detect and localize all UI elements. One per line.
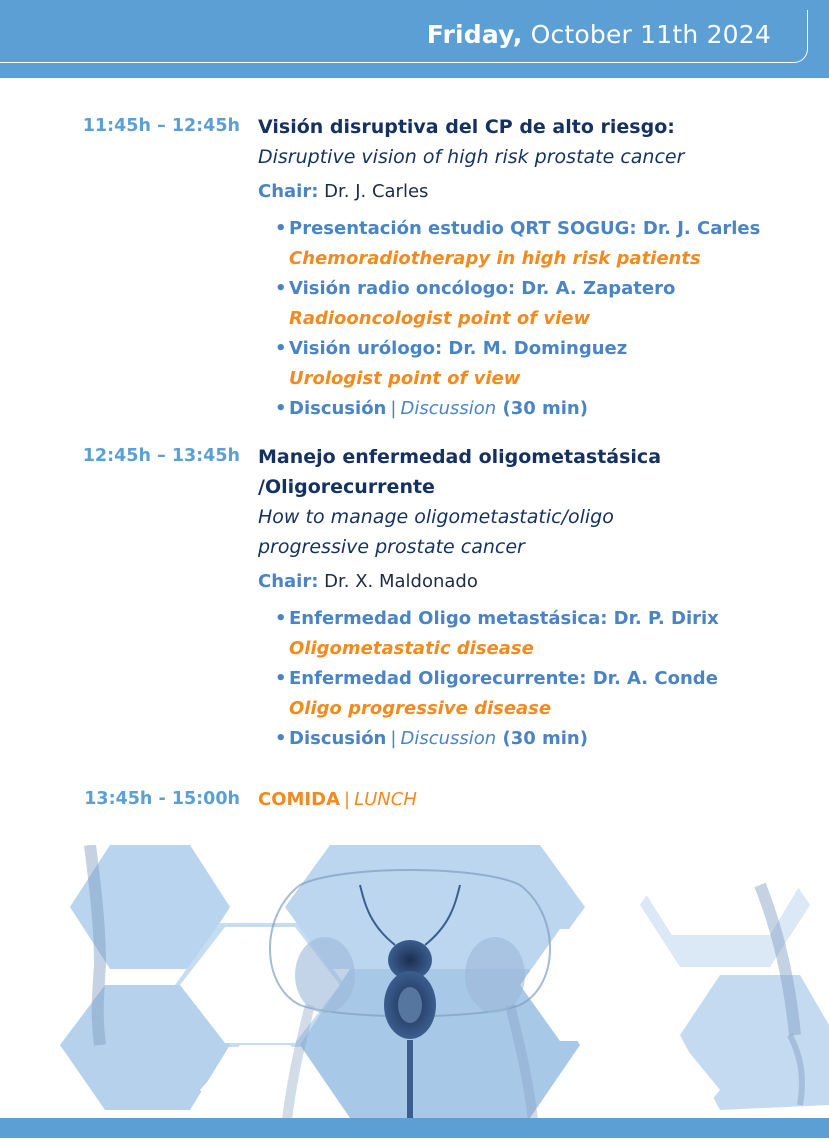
session-title-es-line2: /Oligorecurrente — [258, 476, 435, 498]
discussion-item — [275, 394, 818, 424]
footer-bar — [0, 1118, 829, 1138]
chair-name: Dr. J. Carles — [324, 181, 429, 202]
talk-title-es: Presentación estudio QRT SOGUG: Dr. J. Carles — [289, 218, 761, 239]
session-body — [258, 442, 818, 754]
discussion-es: Discusión — [289, 728, 387, 749]
anatomy-hexagon-illustration — [0, 845, 829, 1138]
talk-item — [275, 214, 818, 274]
talk-title-es: Visión radio oncólogo: Dr. A. Zapatero — [289, 278, 676, 299]
chair-name: Dr. X. Maldonado — [324, 571, 478, 592]
bullet-icon: • — [275, 608, 287, 629]
bullet-icon: • — [275, 218, 287, 239]
left-hip-joint — [295, 937, 355, 1013]
discussion-duration: (30 min) — [502, 398, 588, 419]
session-title-en: Disruptive vision of high risk prostate cancer — [258, 146, 685, 168]
bullet-icon: • — [275, 278, 287, 299]
chair-label: Chair: — [258, 571, 319, 592]
talk-list — [258, 214, 818, 424]
talk-item — [275, 334, 818, 394]
session-time: 11:45h – 12:45h — [82, 116, 240, 136]
talk-title-es: Enfermedad Oligorecurrente: Dr. A. Conde — [289, 668, 718, 689]
session-title-en: How to manage oligometastatic/oligo — [258, 506, 614, 528]
talk-item — [275, 274, 818, 334]
session-title-es: Visión disruptiva del CP de alto riesgo: — [258, 116, 675, 138]
bullet-icon: • — [275, 398, 287, 419]
separator: | — [390, 398, 397, 419]
discussion-line — [289, 724, 818, 754]
lunch-es: COMIDA — [258, 789, 340, 810]
talk-title-en: Chemoradiotherapy in high risk patients — [289, 248, 701, 269]
header-day: Friday, — [426, 20, 523, 49]
prostate-inner — [398, 987, 422, 1023]
session-chair — [258, 178, 818, 206]
talk-title-en: Oligo progressive disease — [289, 698, 552, 719]
discussion-es: Discusión — [289, 398, 387, 419]
discussion-line — [289, 394, 818, 424]
separator: | — [344, 789, 351, 810]
talk-title-en: Oligometastatic disease — [289, 638, 534, 659]
talk-item — [275, 664, 818, 724]
talk-list — [258, 604, 818, 754]
session-body — [258, 785, 818, 815]
bullet-icon: • — [275, 338, 287, 359]
session-time: 12:45h – 13:45h — [82, 446, 240, 466]
lunch-en: LUNCH — [354, 789, 417, 810]
discussion-en: Discussion — [400, 728, 497, 749]
talk-title-es: Enfermedad Oligo metastásica: Dr. P. Dirix — [289, 608, 719, 629]
session-body — [258, 112, 818, 424]
talk-title-en: Urologist point of view — [289, 368, 521, 389]
illustration-svg — [0, 845, 829, 1138]
talk-title-es: Visión urólogo: Dr. M. Dominguez — [289, 338, 628, 359]
discussion-duration: (30 min) — [502, 728, 588, 749]
lunch-line — [258, 785, 818, 815]
session-time: 13:45h - 15:00h — [84, 789, 240, 809]
chair-label: Chair: — [258, 181, 319, 202]
bullet-icon: • — [275, 668, 287, 689]
talk-item — [275, 604, 818, 664]
session-title-es: Manejo enfermedad oligometastásica — [258, 446, 662, 468]
discussion-item — [275, 724, 818, 754]
right-hip-joint — [465, 937, 525, 1013]
talk-title-en: Radiooncologist point of view — [289, 308, 591, 329]
session-title-en-line2: progressive prostate cancer — [258, 536, 525, 558]
header-date-text: October 11th 2024 — [530, 20, 771, 49]
session-chair — [258, 568, 818, 596]
discussion-en: Discussion — [400, 398, 497, 419]
date-header — [0, 0, 829, 78]
separator: | — [390, 728, 397, 749]
header-date — [427, 20, 771, 49]
bullet-icon: • — [275, 728, 287, 749]
